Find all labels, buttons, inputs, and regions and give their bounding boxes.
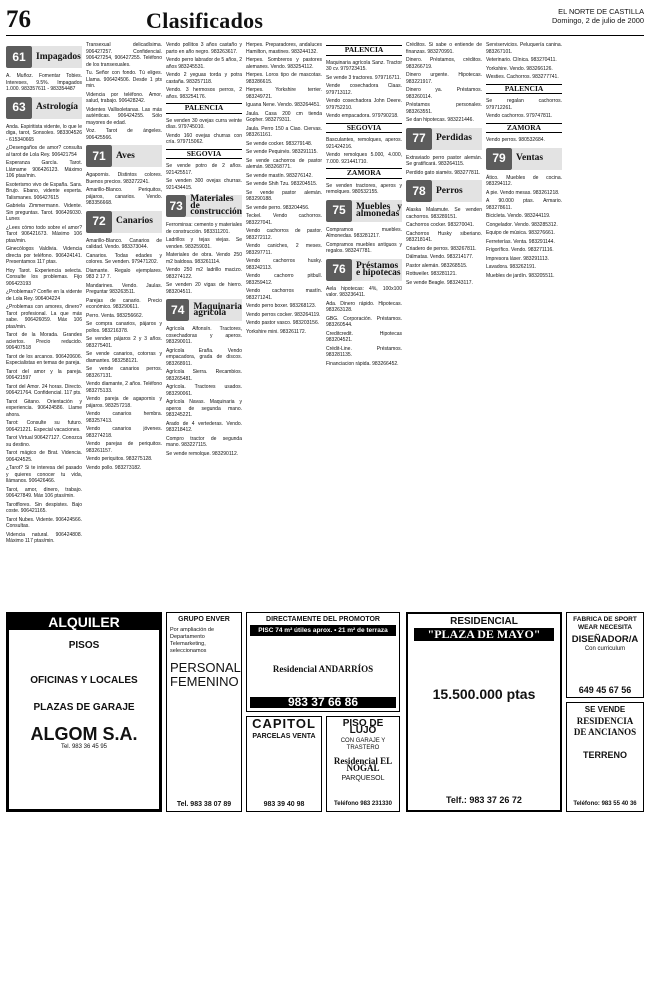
classified-ad: Se venden tractores, aperos y remolques. 980532155. — [326, 182, 402, 195]
plaza-phone: Telf.: 983 37 26 72 — [446, 795, 522, 805]
capitol-name: CAPITOL — [252, 716, 316, 731]
classified-ad: A. Muñoz. Fomentar Tobies. Intereses, 9.5%. Impagados 1.000. 983357611 - 983354487 — [6, 73, 82, 92]
ad-capitol — [246, 716, 322, 812]
section-name: Impagados — [32, 46, 82, 68]
capitol-phone: 983 39 40 98 — [263, 801, 305, 808]
classified-ad: Bicicleta. Vendo. 983244119. — [486, 213, 551, 219]
classified-ad: Se dan hipotecas. 983221446. — [406, 117, 474, 123]
classified-ad: Arado de 4 vertederas. Vendo. 983218412. — [166, 420, 242, 433]
classified-ad: Agrícola Sierra. Recambios. 983265481. — [166, 369, 242, 382]
section-header — [166, 299, 242, 321]
classified-ad: Vendo cosechadora John Deere. 979752210. — [326, 98, 402, 111]
classified-ad: Créditos. Si sabe o entiende de finanzas. 983270991. — [406, 42, 482, 55]
classified-ad: Impresora láser. 983291113. — [486, 255, 549, 262]
section-header — [166, 195, 242, 217]
classified-ad: Anda. Espiritista vidente, lo que le diga, tarot, Sonsoles. 983304526 - 615340665 — [6, 123, 82, 143]
residencia-phone: Teléfono: 983 55 40 36 — [573, 801, 637, 807]
classified-ad: Esperanza García. Tarot. Llámame 906426123. Máximo 106 ptas/min. — [6, 160, 82, 179]
classified-ad: Voz. Tarot de ángeles. 906425566. — [86, 128, 162, 141]
section-header — [486, 148, 562, 170]
classified-column-1 — [6, 42, 82, 609]
section-name: Perdidas — [432, 128, 482, 150]
classified-ad: Videncia natural. 906424808. Máximo 117 ptas/min. — [6, 531, 82, 544]
classified-ad: Videncia por teléfono. Amor, salud, trabajo. 906428242. — [86, 91, 162, 104]
section-name: Ventas — [512, 148, 562, 170]
classified-ad: Amarillo-Blanco. Periquitos, pájaros, canarios. Vendo. 983356668. — [86, 187, 162, 206]
classified-ad: Vendo periquitos. 983275128. — [86, 456, 153, 462]
classified-ad: Se vende Beagle. 983243117. — [406, 279, 473, 286]
classified-ad: Transexual delicadísima. 906427257. Confidencial. 906427254, 906427255. Teléfono de los transexuales. — [86, 42, 162, 68]
classified-ad: Vendo 160 ovejas churras con cría. 979715062. — [166, 132, 242, 145]
classified-ad: Vendo canarios hembra. 983257413. — [86, 411, 162, 424]
classified-ad: Lavadora. 983262191. — [486, 264, 537, 270]
grupo-phone: Tel. 983 38 07 89 — [176, 801, 232, 808]
classified-ad: Vendo cachorros de pastor. 983272112. — [246, 228, 322, 241]
classified-ad: Creditcredit. Hipotecas 983204521. — [326, 330, 402, 343]
section-header — [86, 211, 162, 233]
ad-fabrica — [566, 612, 644, 698]
classified-ad: Cachorros cocker. 983270041. — [406, 222, 475, 228]
classified-ad: Ferreterías. Venta. 983291144. — [486, 238, 555, 245]
section-number: 73 — [166, 195, 186, 217]
classified-ad: Herpes. Yorkshire terrier. 983249721. — [246, 87, 322, 100]
classified-ad: Teckel. Vendo cachorros. 983227041. — [246, 213, 322, 226]
classified-ad: Yorkshire. Vendo. 983266126. — [486, 65, 553, 72]
classified-column-5 — [326, 42, 402, 609]
alquiler-line2: OFICINAS Y LOCALES — [30, 675, 138, 686]
section-header — [406, 180, 482, 202]
classified-ad: Tarot de la Morada. Grandes aciertos. Precio reducido. 906407518 — [6, 332, 82, 351]
section-name: Aves — [112, 145, 162, 167]
classified-ad: Materiales de obra. Vendo 250 m2 baldosa. 983261114. — [166, 252, 242, 265]
region-header: PALENCIA — [326, 45, 402, 56]
classified-ad: Tarot de los arcanos. 906420606. Especialistas en temas de pareja. — [6, 353, 82, 366]
classified-ad: Se vende remolque. 983290112. — [166, 450, 239, 457]
classified-ad: Compro tractor de segunda mano. 983227115. — [166, 435, 242, 448]
section-number: 74 — [166, 299, 189, 321]
classified-ad: Tarot, amor, dinero, trabajo. 906427849. Máx 106 ptas/min. — [6, 486, 82, 499]
grupo-head: GRUPO ENVER — [178, 616, 230, 623]
ad-alquiler — [6, 612, 162, 812]
classified-ad: Muebles de jardín. 983205511. — [486, 272, 555, 279]
lujo-loc: PARQUESOL — [341, 775, 385, 782]
section-name: Préstamos e hipotecas — [352, 259, 402, 281]
classified-ad: Criadero de perros. 983267811. — [406, 245, 477, 252]
classified-ad: Vendo perros. 980532684. — [486, 137, 545, 143]
grupo-body: Por ampliación de Departamento Telemarketing, seleccionamos — [170, 627, 215, 654]
classified-ad: Se vende cachorros de pastor alemán. 983268771. — [246, 157, 322, 170]
classified-ad: Vendo cachorro pitbull. 983259412. — [246, 273, 322, 286]
lujo-res: Residencial EL NOGAL — [333, 756, 393, 773]
classified-column-4 — [246, 42, 322, 609]
ad-residencia — [566, 702, 644, 812]
classified-ad: Jaula. Casa 200 cm tienda Gopher. 983279311. — [246, 110, 322, 123]
classified-ad: Tarot del Amor. 24 horas. Directo. 906421764. Confidencial. 117 pts. — [6, 383, 82, 396]
section-name: Maquinaria agrícola — [189, 299, 242, 321]
classified-ad: Herpes. Sombreros y pastores alemanes. Vendo. 983254112. — [246, 57, 322, 70]
section-name: Muebles y almonedas — [352, 200, 402, 222]
classified-ad: Tarot Virtual 906427127. Conozca su destino. — [6, 435, 82, 448]
classified-ad: Tarot del amor y la pareja. 906421597 — [6, 368, 82, 381]
classified-ad: Se vende perro. 983204456. — [246, 204, 310, 211]
classified-ad: Tarot mágico de Brat. Videncia. 906424525. — [6, 450, 82, 463]
running-head — [552, 7, 644, 25]
classified-ad: Rottweiler. 983281121. — [406, 271, 457, 277]
classified-ad: Se vende 3 tractores. 979716711. — [326, 74, 401, 81]
alquiler-brand: ALGOM S.A. — [30, 724, 138, 744]
page-header — [6, 6, 644, 36]
classified-column-2 — [86, 42, 162, 609]
classified-column-8 — [566, 42, 644, 609]
section-name: Perros — [432, 180, 482, 202]
region-header: SEGOVIA — [326, 123, 402, 134]
classified-ad: ¿Tarot? Si te interesa del pasado y quieres conocer tu vida, llámanos. 906426466. — [6, 465, 82, 484]
classified-ad: Financiacion rápida. 983266452. — [326, 360, 399, 367]
ad-grupo-enver — [166, 612, 242, 812]
alquiler-contact: Tel. 983 36 45 95 — [60, 744, 108, 750]
fabrica-head: FABRICA DE SPORT WEAR NECESITA — [573, 616, 637, 631]
classified-ad: Se vende potro de 2 años. 921425517. — [166, 163, 242, 176]
classified-ad: ¿Lees cómo todo sobre el amor? Tarot 906421673. Máximo 106 ptas/min. — [6, 224, 82, 244]
classified-ad: Agrícola Navas. Maquinaria y aperos de segunda mano. 983245221. — [166, 399, 242, 418]
region-header: PALENCIA — [486, 84, 562, 95]
classified-ad: Se venden 30 ovejas curra veinte días. 979745010. — [166, 117, 242, 130]
section-name: Astrología — [32, 97, 82, 119]
classified-ad: Mandarines. Vendo. Jaulas. Preguntar 983263511. — [86, 282, 162, 295]
classified-ad: Frigorífico. Vendo. 983271116. — [486, 247, 554, 253]
classified-ad: Vendo cachorros. 979747811. — [486, 113, 553, 119]
classified-ad: Ginecólogos Valdivia. Videncia directa por teléfono. 906424141. Presentamos 117 ptas. — [6, 246, 82, 265]
classified-ad: Agapornis. Distintos colores. Buenos precios. 983272241. — [86, 172, 162, 185]
classified-ad: Vendo remolques 5.000, 4.000, 7.000. 921441710. — [326, 152, 402, 165]
classified-ad: Equipo de música. 983276661. — [486, 230, 555, 236]
grupo-title: PERSONAL FEMENINO — [170, 660, 241, 689]
classified-ad: Herpes. Loros tipo de mascotas. 983286615. — [246, 72, 322, 85]
classified-ad: Dinero urgente. Hipotecas. 983221917. — [406, 72, 482, 85]
section-name: Canarios — [112, 211, 162, 233]
classified-ad: Aela hipotecas: 4%, 100x100 valor. 983236411. — [326, 285, 402, 298]
classified-ad: Canarios. Todas edades y colores. Se venden. 979471202. — [86, 252, 162, 265]
classified-ad: Vendo 250 m2 ladrillo macizo. 983274122. — [166, 267, 242, 280]
classified-ad: Compramos muebles antiguos y regalos. 983247781. — [326, 241, 402, 254]
section-number: 75 — [326, 200, 352, 222]
classified-ad: Se compra canarios, pájaros y pollos. 983216378. — [86, 321, 162, 334]
classified-ad: Agrícola Alfonsín. Tractores, cosechadoras y aperos. 983290011. — [166, 326, 242, 345]
classified-ad: Crédit-Line. Préstamos. 983281135. — [326, 345, 402, 358]
directamente-phone: 983 37 66 86 — [250, 697, 396, 708]
classified-ad: Tarotflores. Sin despistes. Bajo coste. 906421165. — [6, 501, 82, 514]
classified-ad: Ladrillos y tejas viejas. Se venden. 983259031. — [166, 237, 242, 250]
classified-ad: Dinero. Préstamos, créditos. 983266719. — [406, 57, 482, 70]
classified-ad: Extraviado perro pastor alemán. Se gratificará. 983264115. — [406, 154, 482, 167]
classified-ad: Videntes Vallisoletanas. Las más auténticas. 906424255. Sólo mayores de edad. — [86, 106, 162, 126]
section-header — [6, 97, 82, 119]
classified-ad: Perro. Venta. 983256662. — [86, 312, 143, 319]
classified-ad: Herpes. Preparadores, andaluces Hamilton, mastines. 983244132. — [246, 42, 322, 55]
section-number: 61 — [6, 46, 32, 68]
classified-ad: Pastor alemán. 983268515. — [406, 262, 468, 269]
fabrica-title: DISEÑADOR/A — [571, 634, 639, 645]
region-header: ZAMORA — [326, 168, 402, 179]
classified-column-7 — [486, 42, 562, 609]
section-header — [326, 259, 402, 281]
classified-ad: Diamante. Regalo ejemplares. 983 2 17 7. — [86, 267, 162, 280]
lujo-phone: Teléfono 983 231330 — [334, 801, 392, 807]
classified-ad: Vende cosechadora Claas. 979713112. — [326, 83, 402, 96]
classified-ad: Perdido gato siamés. 983277811. — [406, 169, 481, 176]
section-number: 63 — [6, 97, 32, 119]
plaza-head: RESIDENCIAL — [450, 616, 518, 627]
classified-ad: Vendo. 3 hermosos perros, 2 años. 983254176. — [166, 87, 242, 100]
classified-ad: Se vende mastín. 983276142. — [246, 172, 313, 179]
classified-ad: Agrícola Eraña. Vendo empacadora, grada de discos. 983268911. — [166, 347, 242, 367]
section-header — [86, 145, 162, 167]
classified-ad: Tarot Gitano. Orientación y experiencia. 906424586. Llame ahora. — [6, 398, 82, 418]
classified-ad: Vendo perros cocker. 983264119. — [246, 311, 321, 318]
classified-ad: Agrícola. Tractores usados. 983290061. — [166, 384, 242, 397]
section-name: Materiales de construcción — [186, 195, 242, 217]
fabrica-text: Con curriculum — [584, 646, 626, 652]
classified-ad: Vendo cachorros mastín. 983271241. — [246, 288, 322, 301]
capitol-tag: PARCELAS VENTA — [252, 733, 316, 740]
classified-ad: Ferrominsa: cemento y materiales de construcción. 983311201. — [166, 222, 242, 235]
plaza-price: 15.500.000 ptas — [432, 686, 536, 702]
classified-ad: Vendo pollo. 983273182. — [86, 464, 142, 471]
residencia-title: RESIDENCIA DE ANCIANOS — [573, 716, 637, 737]
classified-ad: Maquinaria agrícola Sanz. Tractor 30 cv. 979723415. — [326, 59, 402, 72]
classified-ad: Vendo cachorros husky. 983242113. — [246, 258, 322, 271]
classified-ad: ¿Problemas con amores, dinero? Tarot profesional. La que más sabe. 906426059. Máx 106 ptas/min. — [6, 304, 82, 330]
classified-ad: Préstamos personales. 983263551. — [406, 102, 482, 115]
section-number: 76 — [326, 259, 352, 281]
section-header — [326, 200, 402, 222]
classified-ad: Vendo pollitos 3 años castaño y parto en año negro. 983263617. — [166, 42, 242, 55]
classified-ad: Ático. Muebles de cocina. 983294112. — [486, 174, 562, 187]
classified-ad: Basculantes, remolques, aperos. 921424216. — [326, 137, 402, 150]
section-number: 71 — [86, 145, 112, 167]
classified-ad: Dinero ya. Préstamos. 983260114. — [406, 87, 482, 100]
classified-column-3 — [166, 42, 242, 609]
classified-ad: Alaska Malamute. Se venden cachorros. 983289151. — [406, 207, 482, 220]
classified-ad: Se venden 20 vigas de hierro. 983204511. — [166, 282, 242, 295]
ad-plaza-mayo — [406, 612, 562, 812]
classified-ad: A pie. Vendo mesas. 983261218. — [486, 189, 560, 196]
classified-ad: Amarillo-Blanco. Canarios de calidad. Vendo. 983373044. — [86, 237, 162, 250]
classified-ad: Parejas de canario. Precio económico. 983290611. — [86, 297, 162, 310]
section-number: 77 — [406, 128, 432, 150]
classified-ad: Vendo parejas de periquitos. 983261157. — [86, 441, 162, 454]
section-header — [6, 46, 82, 68]
classified-ad: Vendo pastor vasco. 983203156. — [246, 320, 320, 326]
section-number: 79 — [486, 148, 512, 170]
classified-ad: Gabriela Zimmermann. Vidente. Sin preguntas. Tarot. 906426030. Lunes — [6, 203, 82, 222]
classified-ad: Vendo empacadora. 979790218. — [326, 113, 399, 119]
page-number: 76 — [6, 6, 31, 33]
classified-ad: A 90.000 ptas. Armario. 983278611. — [486, 198, 562, 211]
alquiler-line3: PLAZAS DE GARAJE — [33, 702, 135, 713]
lujo-text: CON GARAJE Y TRASTERO — [340, 738, 386, 751]
classified-ad: Vendo canarios jóvenes. 983274218. — [86, 426, 162, 439]
classified-ad: Vendo diamante, 2 años. Teléfono 983275133. — [86, 381, 162, 394]
classified-ad: Se vende canarios perros. 983267131. — [86, 366, 162, 379]
region-header: SEGOVIA — [166, 149, 242, 160]
classified-ad: Serviservicios. Peluquería canina. 983267101. — [486, 42, 562, 55]
classified-ad: Esoterismo vivo de España. Sara. Brujo. Ebano, vidente experta. Talismanes. 906427615 — [6, 181, 82, 201]
classified-ad: Se regalan cachorros. 979712261. — [486, 98, 562, 111]
classified-ad: Se vende cocker. 983279148. — [246, 140, 313, 147]
classified-ad: Vendo perro labrador de 5 años, 2 años 983245531. — [166, 57, 242, 70]
classified-ad: Yorkshire mini. 983261172. — [246, 328, 307, 335]
classified-ad: Se vende Pequinés. 983291115. — [246, 149, 318, 155]
classified-ad: ¿Problemas? Confíe en la vidente de Lola Rey. 906404224 — [6, 289, 82, 302]
issue-date: Domingo, 2 de julio de 2000 — [551, 16, 644, 25]
classified-ad: Vendo caniches, 2 meses. 983297711. — [246, 243, 322, 256]
classified-ad: Se venden 300 ovejas churras. 921434415. — [166, 178, 242, 191]
classified-column-6 — [406, 42, 482, 609]
classified-ad: Westies. Cachorros. 983277741. — [486, 74, 559, 80]
residencia-text: SE VENDE — [584, 705, 626, 714]
classified-ad: Tarot: Consulte su futuro. 906421221. Especial vacaciones. — [6, 420, 82, 433]
classified-ad: Iguana Nene. Vendo. 983264451. — [246, 102, 321, 108]
directamente-sub: PISC 74 m² útiles aprox. • 21 m² de terraza — [250, 625, 396, 636]
directamente-head: DIRECTAMENTE DEL PROMOTOR — [266, 616, 380, 623]
classified-ad: Jaula. Perro 150 a Ciao. Ciervas. 983261161. — [246, 125, 322, 138]
classified-ad: Dálmatas. Vendo. 983214177. — [406, 254, 474, 260]
section-number: 78 — [406, 180, 432, 202]
paper-name: EL NORTE DE CASTILLA — [558, 7, 644, 16]
directamente-res: Residencial ANDARRÍOS — [272, 664, 374, 674]
residencia-text2: TERRENO — [582, 750, 627, 760]
classified-ad: Vendo perro boxer. 983268123. — [246, 303, 317, 309]
region-header: ZAMORA — [486, 123, 562, 134]
region-header: PALENCIA — [166, 103, 242, 114]
section-title: Clasificados — [146, 8, 264, 33]
ad-piso-lujo — [326, 716, 400, 812]
plaza-name: "PLAZA DE MAYO" — [414, 628, 554, 641]
classified-ad: Congelador. Vendo. 983285312. — [486, 221, 558, 228]
alquiler-title: ALQUILER — [9, 615, 159, 630]
classified-ad: Tu. Señor con fondo. Tú eliges. Llama. 906424506. Desde 1 pts min. — [86, 70, 162, 89]
classified-ad: Hoy Tarot. Experiencia selecta. Consulte los problemas. Fijo 906423193 — [6, 267, 82, 287]
classified-ad: Se vende canarios, cotorras y diamantes. 983258121. — [86, 351, 162, 364]
section-header — [406, 128, 482, 150]
classified-ad: Cachorros Husky siberiano. 983218141. — [406, 230, 482, 243]
classified-ad: Veterinario. Clínica. 983270411. — [486, 57, 557, 63]
ad-directamente — [246, 612, 400, 712]
classified-ad: Se venden pájaros 2 y 3 años. 983275401. — [86, 336, 162, 349]
classified-ad: Vendo pareja de agapornis y pájaros. 983257218. — [86, 396, 162, 409]
fabrica-phone: 649 45 67 56 — [578, 685, 632, 695]
classified-ad: ¿Desengaños de amor? consulta al tarot de Lola Rey. 906421754 — [6, 145, 82, 158]
classified-ad: Se vende Shih Tzu. 983204515. — [246, 181, 318, 187]
classified-ad: Vendo 2 yeguas torda y potra castaña. 983257118. — [166, 72, 242, 85]
classified-ad: Compramos muebles. Almonedas. 983281217. — [326, 226, 402, 239]
classified-ad: Se vende pastor alemán. 983290188. — [246, 189, 322, 202]
classified-ad: GBG. Corporación. Préstamos. 983260544. — [326, 315, 402, 328]
classified-ad: Ada. Dinero rápido. Hipotecas. 983263128. — [326, 300, 402, 313]
alquiler-line1: PISOS — [68, 640, 100, 651]
classified-ad: Tarot Nubes. Vidente. 906424566. Consultas. — [6, 516, 82, 529]
section-number: 72 — [86, 211, 112, 233]
lujo-title: PISO DE LUJO — [342, 718, 384, 736]
